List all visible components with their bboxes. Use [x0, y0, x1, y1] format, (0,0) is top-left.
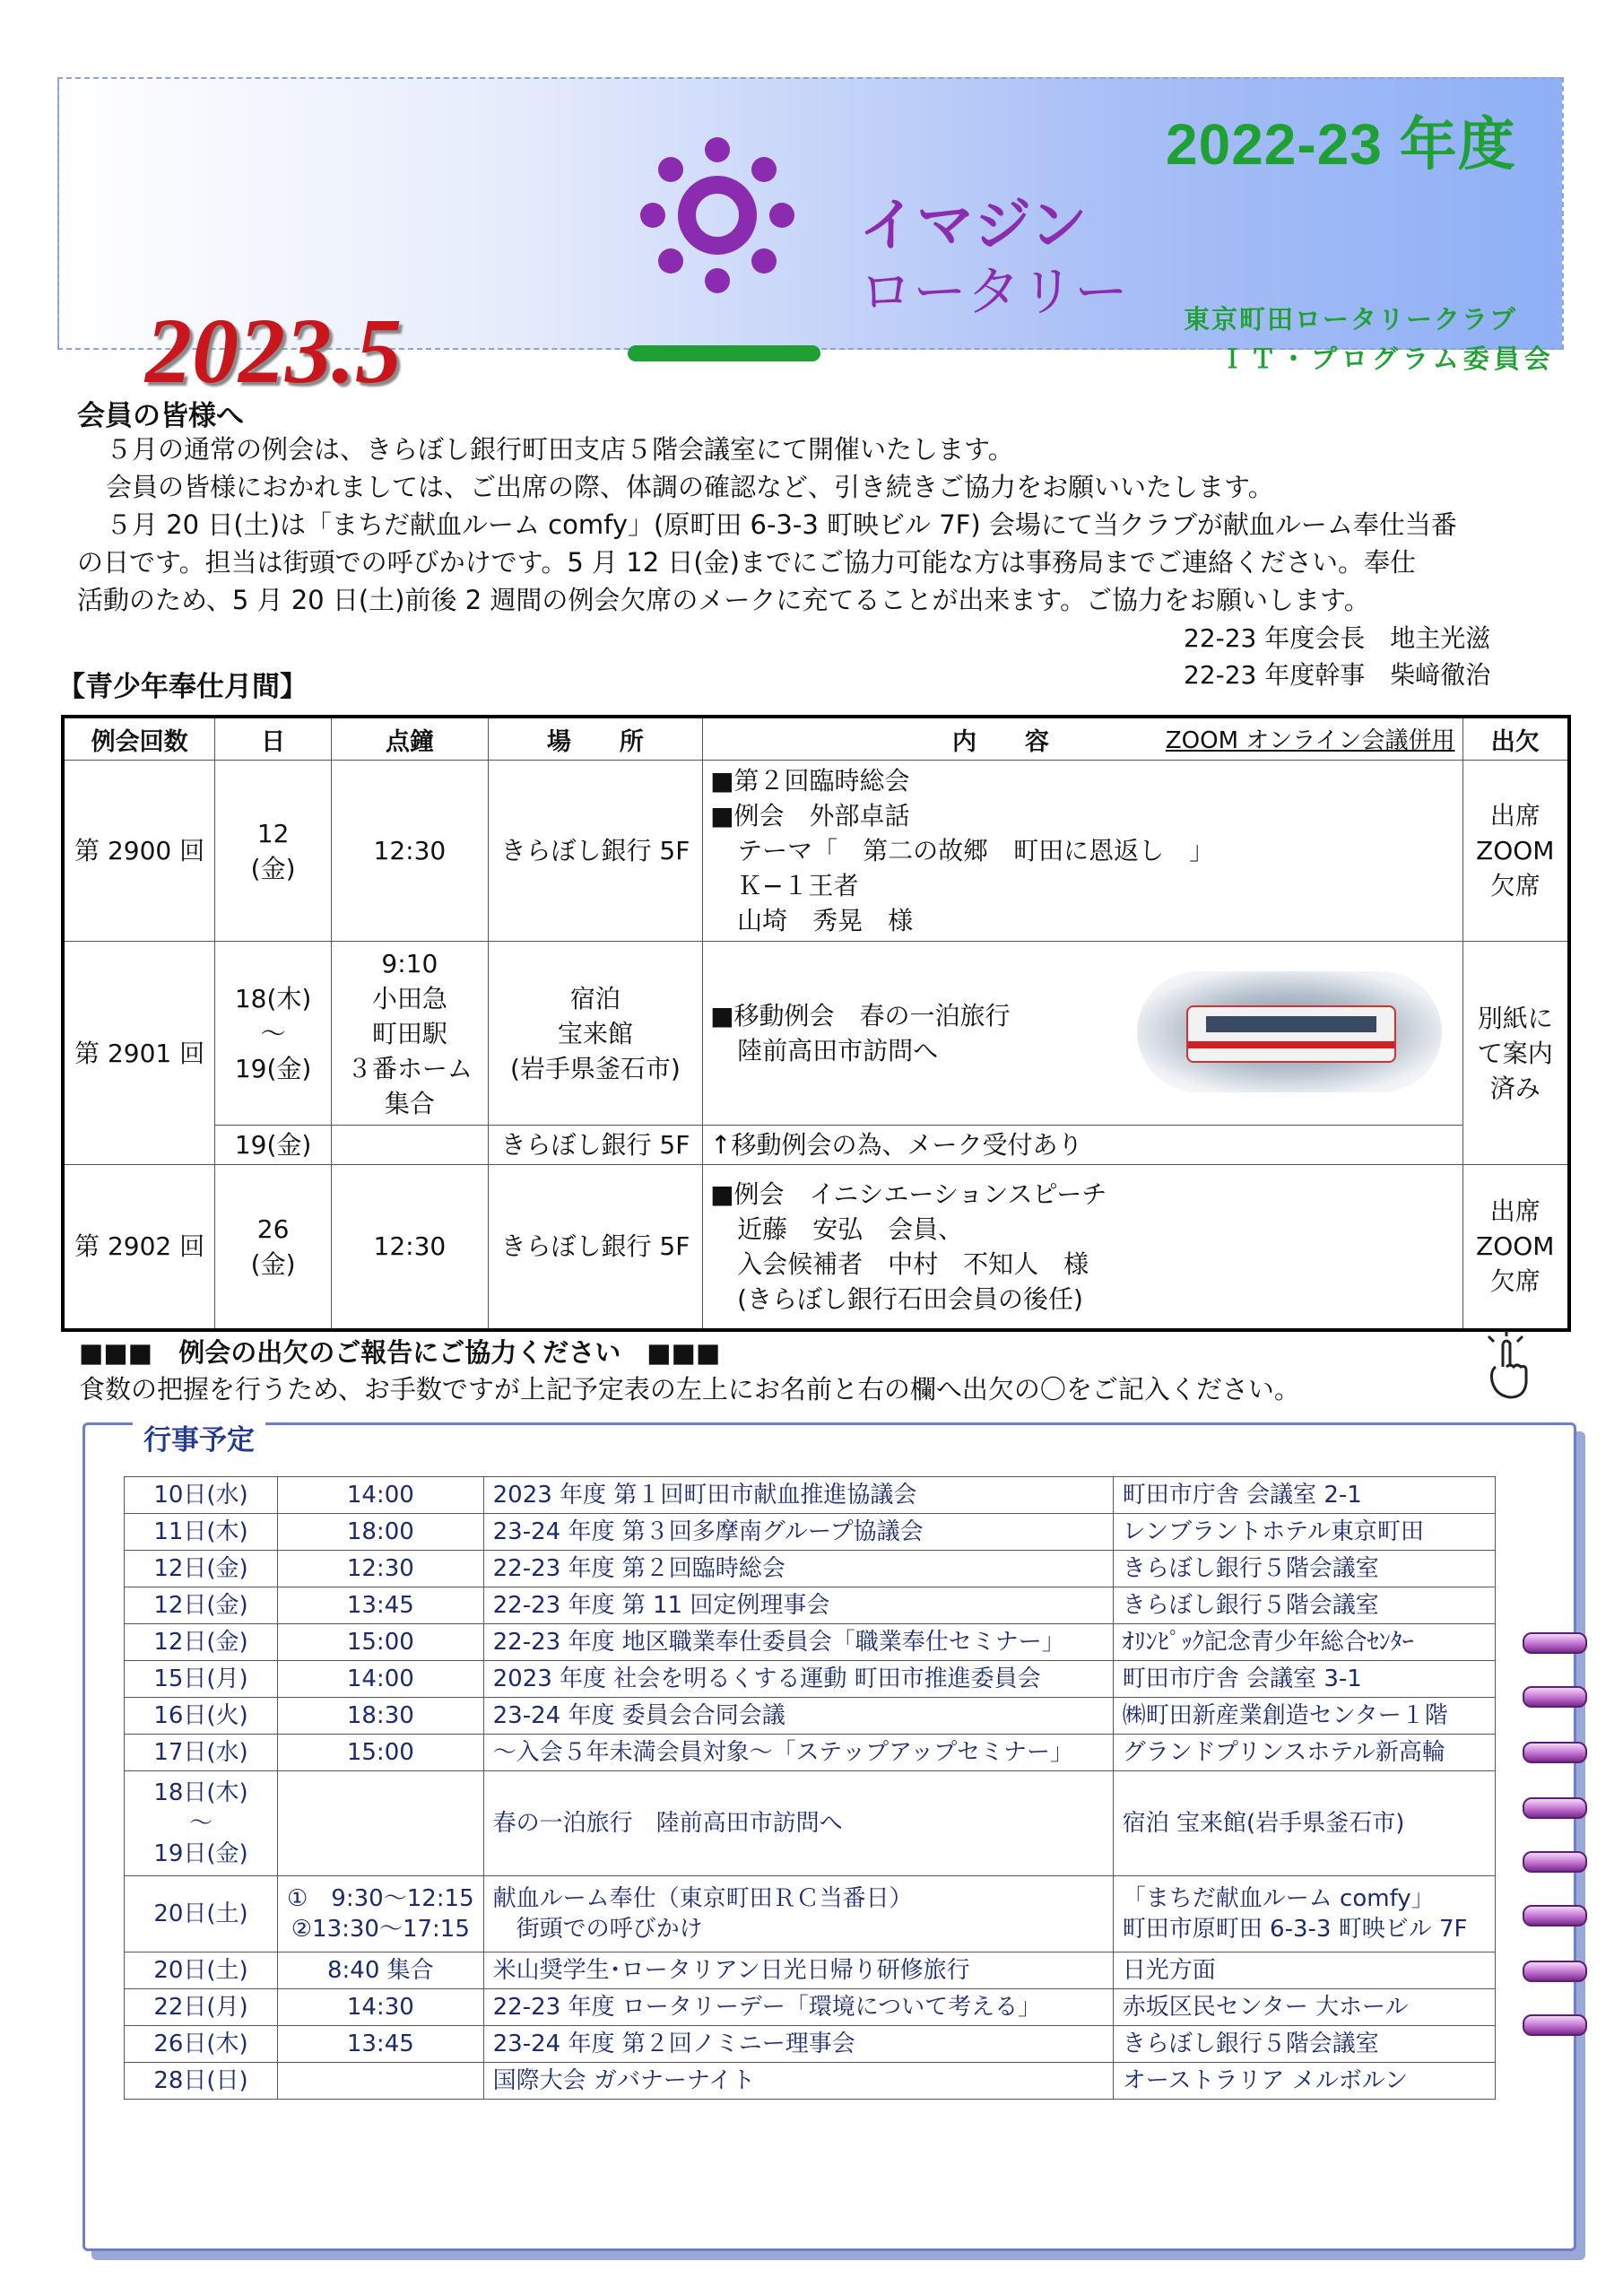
meeting-attend[interactable]: 出席 ZOOM 欠席: [1462, 1165, 1569, 1330]
meeting-row-2902: [63, 1165, 1569, 1330]
meeting-attend[interactable]: 別紙に て案内 済み: [1462, 942, 1569, 1165]
meeting-time: 12:30: [332, 761, 489, 942]
schedule-date: 11日(木): [125, 1514, 278, 1551]
meeting-time: [332, 1126, 489, 1165]
col-num: 例会回数: [63, 717, 215, 761]
meeting-time: 9:10 小田急 町田駅 ３番ホーム 集合: [332, 942, 489, 1126]
schedule-place: きらぼし銀行５階会議室: [1113, 1587, 1495, 1624]
schedule-place: 赤坂区民センター 大ホール: [1113, 1989, 1495, 2026]
schedule-event: 2023 年度 社会を明るくする運動 町田市推進委員会: [483, 1661, 1113, 1698]
schedule-time: 18:30: [278, 1698, 484, 1735]
pointing-hand-icon: [1481, 1331, 1535, 1403]
schedule-row: [125, 1551, 1496, 1587]
schedule-place: 町田市庁舎 会議室 3-1: [1113, 1661, 1495, 1698]
president-signature: 22-23 年度会長 地主光滋: [1184, 623, 1491, 653]
schedule-event: 米山奨学生･ロータリアン日光日帰り研修旅行: [483, 1952, 1113, 1989]
schedule-date: 12日(金): [125, 1587, 278, 1624]
schedule-row: [125, 1624, 1496, 1661]
schedule-row: [125, 1989, 1496, 2026]
schedule-time: 14:00: [278, 1477, 484, 1514]
schedule-time: 12:30: [278, 1551, 484, 1587]
schedule-date: 17日(水): [125, 1735, 278, 1771]
schedule-place: 日光方面: [1113, 1952, 1495, 1989]
schedule-place: ｵﾘﾝﾋﾟｯｸ記念青少年総合ｾﾝﾀｰ: [1113, 1624, 1495, 1661]
meeting-day: 18(木) 〜 19(金): [215, 942, 332, 1126]
schedule-row: [125, 1514, 1496, 1551]
schedule-time: 15:00: [278, 1624, 484, 1661]
schedule-date: 18日(木) 〜 19日(金): [125, 1771, 278, 1876]
binder-ring-icon: [1523, 1961, 1587, 1982]
schedule-row: [125, 1698, 1496, 1735]
binder-ring-icon: [1523, 1851, 1587, 1873]
schedule-place: 「まちだ献血ルーム comfy」 町田市原町田 6-3-3 町映ビル 7F: [1113, 1876, 1495, 1952]
meeting-row-2901-sub: [63, 1126, 1569, 1165]
meeting-num: 第 2902 回: [63, 1165, 215, 1330]
attendance-notice-text: 食数の把握を行うため、お手数ですが上記予定表の左上にお名前と右の欄へ出欠の〇をご記入ください。: [79, 1374, 1300, 1405]
col-day: 日: [215, 717, 332, 761]
schedule-time: 8:40 集合: [278, 1952, 484, 1989]
schedule-time: 15:00: [278, 1735, 484, 1771]
schedule-place: 宿泊 宝来館(岩手県釜石市): [1113, 1771, 1495, 1876]
meeting-row-2900: [63, 761, 1569, 942]
schedule-time: [278, 2063, 484, 2100]
month-theme: 【青少年奉仕月間】: [57, 671, 308, 703]
schedule-time: [278, 1771, 484, 1876]
schedule-event: 春の一泊旅行 陸前高田市訪問へ: [483, 1771, 1113, 1876]
binder-ring-icon: [1523, 1686, 1587, 1708]
binder-ring-icon: [1523, 2014, 1587, 2036]
schedule-event: 22-23 年度 地区職業奉仕委員会「職業奉仕セミナー」: [483, 1624, 1113, 1661]
meeting-day: 26 (金): [215, 1165, 332, 1330]
schedule-date: 15日(月): [125, 1661, 278, 1698]
greeting-line: の日です。担当は街頭での呼びかけです。5 月 12 日(金)までにご協力可能な方は事務局までご連絡ください。奉仕: [77, 547, 1416, 578]
meeting-num: 第 2900 回: [63, 761, 215, 942]
schedule-event: 23-24 年度 委員会合同会議: [483, 1698, 1113, 1735]
attendance-notice-heading: ■■■ 例会の出欠のご報告にご協力ください ■■■: [79, 1337, 721, 1368]
schedule-date: 20日(土): [125, 1876, 278, 1952]
zoom-label: ZOOM オンライン会議併用: [1165, 726, 1455, 754]
meeting-time: 12:30: [332, 1165, 489, 1330]
schedule-place: 町田市庁舎 会議室 2-1: [1113, 1477, 1495, 1514]
greeting-line: ５月 20 日(土)は「まちだ献血ルーム comfy」(原町田 6-3-3 町映ビル 7F) 会場にて当クラブが献血ルーム奉仕当番: [106, 509, 1457, 540]
club-name: 東京町田ロータリークラブ: [1184, 304, 1518, 335]
schedule-date: 12日(金): [125, 1624, 278, 1661]
secretary-signature: 22-23 年度幹事 柴﨑徹治: [1184, 660, 1491, 690]
schedule-event: 22-23 年度 第２回臨時総会: [483, 1551, 1113, 1587]
committee-name: ＩＴ・プログラム委員会: [1219, 344, 1555, 374]
schedule-event: 23-24 年度 第３回多摩南グループ協議会: [483, 1514, 1113, 1551]
schedule-date: 10日(水): [125, 1477, 278, 1514]
meeting-place: きらぼし銀行 5F: [488, 1126, 702, 1165]
col-attend: 出欠: [1462, 717, 1569, 761]
schedule-time: 13:45: [278, 2026, 484, 2063]
binder-ring-icon: [1523, 1905, 1587, 1926]
schedule-row: [125, 1477, 1496, 1514]
schedule-place: きらぼし銀行５階会議室: [1113, 2026, 1495, 2063]
train-window-shape: [1206, 1016, 1376, 1032]
schedule-row: [125, 1587, 1496, 1624]
greeting-line: ５月の通常の例会は、きらぼし銀行町田支店５階会議室にて開催いたします。: [106, 434, 1014, 465]
schedule-table: [124, 1476, 1496, 2100]
meeting-num: 第 2901 回: [63, 942, 215, 1165]
binder-ring-icon: [1523, 1632, 1587, 1654]
schedule-place: レンブラントホテル東京町田: [1113, 1514, 1495, 1551]
greeting-line: 会員の皆様におかれましては、ご出席の際、体調の確認など、引き続きご協力をお願いいたします。: [106, 472, 1274, 502]
greeting-line: 活動のため、5 月 20 日(土)前後 2 週間の例会欠席のメークに充てることが出来ます。ご協力をお願いします。: [77, 585, 1370, 615]
col-time: 点鐘: [332, 717, 489, 761]
schedule-place: きらぼし銀行５階会議室: [1113, 1551, 1495, 1587]
schedule-date: 20日(土): [125, 1952, 278, 1989]
meeting-day: 19(金): [215, 1126, 332, 1165]
schedule-row: [125, 1661, 1496, 1698]
content-label: 内 容: [951, 727, 1049, 756]
schedule-event: 23-24 年度 第２回ノミニー理事会: [483, 2026, 1113, 2063]
col-place: 場 所: [488, 717, 702, 761]
schedule-time: 13:45: [278, 1587, 484, 1624]
schedule-row: [125, 1952, 1496, 1989]
schedule-event: 2023 年度 第１回町田市献血推進協議会: [483, 1477, 1113, 1514]
schedule-date: 12日(金): [125, 1551, 278, 1587]
schedule-date: 16日(火): [125, 1698, 278, 1735]
binder-ring-icon: [1523, 1742, 1587, 1763]
schedule-date: 22日(月): [125, 1989, 278, 2026]
meeting-place: 宿泊 宝来館 (岩手県釜石市): [488, 942, 702, 1126]
schedule-place: グランドプリンスホテル新高輪: [1113, 1735, 1495, 1771]
schedule-time: ① 9:30〜12:15 ②13:30〜17:15: [278, 1876, 484, 1952]
train-photo: [1137, 971, 1442, 1092]
logo-line2: ロータリー: [859, 261, 1128, 324]
meeting-header-row: [63, 717, 1569, 761]
fiscal-year: 2022-23 年度: [1166, 112, 1516, 177]
train-stripe-shape: [1188, 1041, 1394, 1048]
meeting-attend[interactable]: 出席 ZOOM 欠席: [1462, 761, 1569, 942]
binder-ring-icon: [1523, 1797, 1587, 1819]
greeting-title: 会員の皆様へ: [77, 400, 244, 432]
meeting-content: ■例会 イニシエーションスピーチ 近藤 安弘 会員、 入会候補者 中村 不知人 様 (きらぼし銀行石田会員の後任): [703, 1165, 1462, 1330]
meeting-content: ■第２回臨時総会 ■例会 外部卓話 テーマ「 第二の故郷 町田に恩返し 」 Ｋ−１王者 山埼 秀晃 様: [703, 761, 1462, 942]
schedule-row-trip: [125, 1771, 1496, 1876]
schedule-title: 行事予定: [133, 1417, 265, 1457]
schedule-row: [125, 2063, 1496, 2100]
schedule-time: 18:00: [278, 1514, 484, 1551]
schedule-time: 14:30: [278, 1989, 484, 2026]
schedule-event: 献血ルーム奉仕（東京町田ＲＣ当番日） 街頭での呼びかけ: [483, 1876, 1113, 1952]
schedule-event: 22-23 年度 ロータリーデー「環境について考える」: [483, 1989, 1113, 2026]
schedule-row-blood: [125, 1876, 1496, 1952]
schedule-time: 14:00: [278, 1661, 484, 1698]
schedule-row: [125, 1735, 1496, 1771]
meeting-place: きらぼし銀行 5F: [488, 761, 702, 942]
schedule-date: 26日(木): [125, 2026, 278, 2063]
logo-line1: イマジン: [859, 193, 1088, 259]
schedule-event: 国際大会 ガバナーナイト: [483, 2063, 1113, 2100]
schedule-place: ㈱町田新産業創造センター１階: [1113, 1698, 1495, 1735]
train-body-shape: [1186, 1005, 1396, 1063]
schedule-place: オーストラリア メルボルン: [1113, 2063, 1495, 2100]
meeting-content: ↑移動例会の為、メーク受付あり: [703, 1126, 1462, 1165]
meeting-place: きらぼし銀行 5F: [488, 1165, 702, 1330]
schedule-event: 22-23 年度 第 11 回定例理事会: [483, 1587, 1113, 1624]
schedule-event: 〜入会５年未満会員対象〜「ステップアップセミナー」: [483, 1735, 1113, 1771]
col-content: [703, 717, 1462, 761]
schedule-date: 28日(日): [125, 2063, 278, 2100]
rotary-sun-logo-icon: [628, 130, 843, 372]
schedule-row: [125, 2026, 1496, 2063]
meeting-content: ■移動例会 春の一泊旅行 陸前高田市訪問へ: [703, 942, 1462, 1126]
issue-date: 2023.5: [145, 300, 402, 403]
meeting-day: 12 (金): [215, 761, 332, 942]
